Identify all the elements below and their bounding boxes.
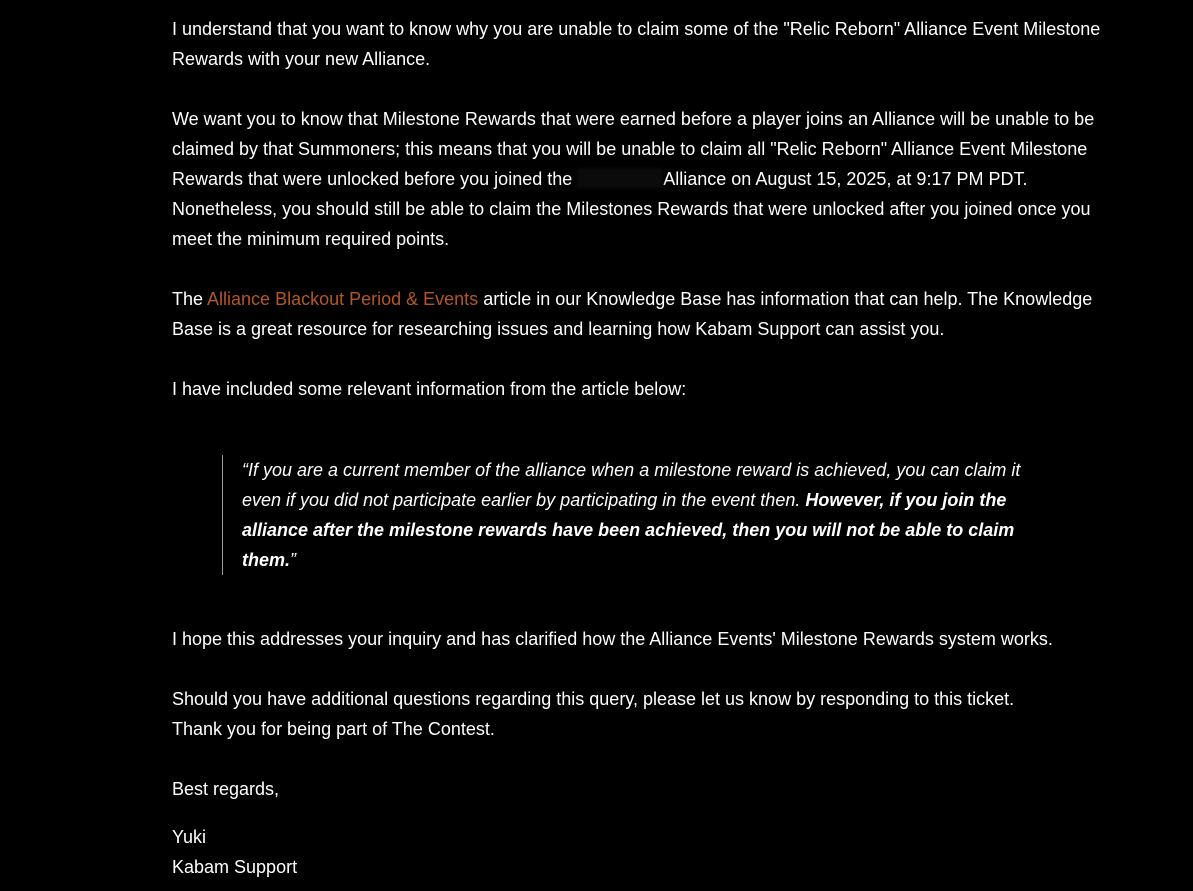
knowledge-base-paragraph (172, 284, 1132, 344)
hope-paragraph: I hope this addresses your inquiry and has clarified how the Alliance Events' Milestone Rewards system works. (172, 629, 1053, 649)
signature-name: Yuki (172, 827, 207, 847)
explanation-text-start: We want you to know that Milestone Rewards that were earned before a player joins an Alliance will be unable to be claimed by that Summoners; this means that you will be unable to claim all "Relic Reborn" Alliance Event Milestone Rewards that were unlocked before you joined the (172, 109, 1095, 189)
kb-text-end: article in our Knowledge Base has information that can help. The Knowledge Base is a great resource for researching issues and learning how Kabam Support can assist you. (172, 289, 1093, 339)
signature (172, 822, 1132, 882)
quote-normal-text: “If you are a current member of the alliance when a milestone reward is achieved, you can claim it even if you did not participate earlier by participating in the event then. (242, 460, 1021, 510)
explanation-text-end: Alliance on August 15, 2025, at 9:17 PM PDT. Nonetheless, you should still be able to claim the Milestones Rewards that were unlocked after you joined once you meet the minimum required points. (172, 169, 1091, 249)
milestone-explanation-paragraph (172, 104, 1132, 254)
questions-paragraph (172, 684, 1132, 744)
alliance-blackout-article-link[interactable]: Alliance Blackout Period & Events (207, 289, 479, 309)
redacted-alliance-name (577, 168, 663, 188)
email-body (172, 14, 1132, 882)
article-intro-paragraph: I have included some relevant information from the article below: (172, 379, 687, 399)
kb-text-start: The (172, 289, 208, 309)
intro-paragraph: I understand that you want to know why you are unable to claim some of the "Relic Reborn" Alliance Event Milestone Rewards with your new Alliance. (172, 19, 1101, 69)
closing-regards: Best regards, (172, 779, 280, 799)
questions-line: Should you have additional questions regarding this query, please let us know by responding to this ticket. (172, 689, 1015, 709)
quote-closing-mark: ” (290, 550, 297, 570)
signature-team: Kabam Support (172, 857, 298, 877)
thanks-line: Thank you for being part of The Contest. (172, 719, 495, 739)
article-quote (222, 455, 1042, 575)
quote-bold-text: However, if you join the alliance after the milestone rewards have been achieved, then you will not be able to claim them. (242, 490, 1015, 570)
